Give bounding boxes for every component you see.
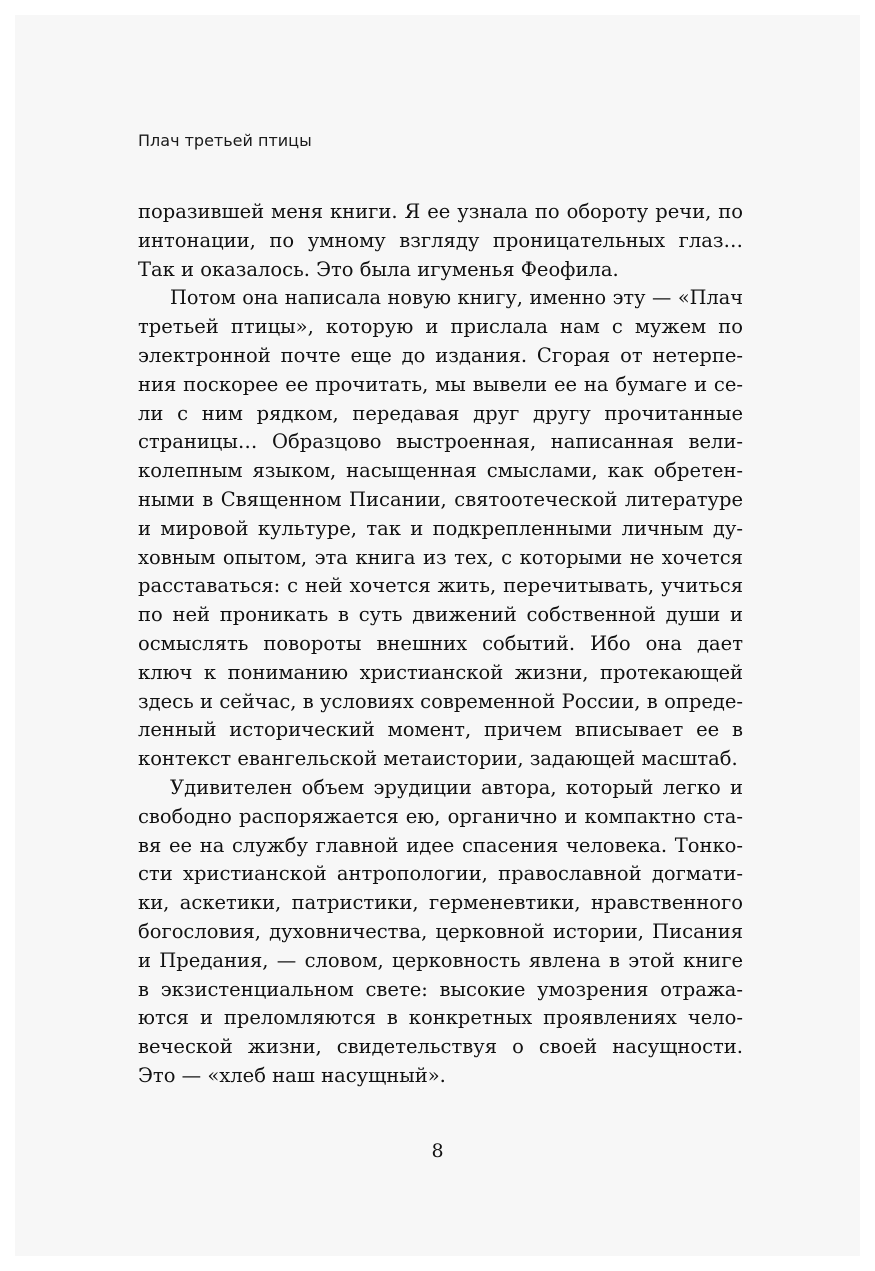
- text-line: колепным языком, насыщенная смыслами, как обретен-: [138, 459, 743, 483]
- body-text: [138, 198, 743, 1091]
- text-line: Это — «хлеб наш насущный».: [138, 1063, 446, 1087]
- text-line: интонации, по умному взгляду проницательных глаз…: [138, 228, 743, 252]
- text-line: по ней проникать в суть движений собственной души и: [138, 603, 743, 627]
- text-line: ленный исторический момент, причем вписывает ее в: [138, 718, 743, 742]
- text-line: и Предания, — словом, церковность явлена в этой книге: [138, 948, 743, 972]
- text-line: здесь и сейчас, в условиях современной России, в опреде-: [138, 689, 743, 713]
- text-line: третьей птицы», которую и прислала нам с мужем по: [138, 315, 743, 339]
- text-line: богословия, духовничества, церковной истории, Писания: [138, 919, 743, 943]
- text-line: ния поскорее ее прочитать, мы вывели ее на бумаге и се-: [138, 372, 743, 396]
- text-line: сти христианской антропологии, православной догмати-: [138, 862, 743, 886]
- text-line: контекст евангельской метаистории, задающей масштаб.: [138, 747, 738, 771]
- text-line: и мировой культуре, так и подкрепленными личным ду-: [138, 516, 743, 540]
- text-line: вя ее на службу главной идее спасения человека. Тонко-: [138, 833, 743, 857]
- text-line: электронной почте еще до издания. Сгорая от нетерпе-: [138, 343, 743, 367]
- text-line: ховным опытом, эта книга из тех, с которыми не хочется: [138, 545, 743, 569]
- text-line: ются и преломляются в конкретных проявлениях чело-: [138, 1006, 743, 1030]
- text-line: ными в Священном Писании, святоотеческой литературе: [138, 487, 743, 511]
- text-line: ключ к пониманию христианской жизни, протекающей: [138, 660, 743, 684]
- paragraph-first-line: Удивителен объем эрудиции автора, который легко и: [170, 775, 743, 799]
- text-line: в экзистенциальном свете: высокие умозрения отража-: [138, 977, 743, 1001]
- text-line: страницы… Образцово выстроенная, написанная вели-: [138, 430, 743, 454]
- text-line: осмыслять повороты внешних событий. Ибо она дает: [138, 631, 743, 655]
- text-line: Так и оказалось. Это была игуменья Феофила.: [138, 257, 619, 281]
- text-line: поразившей меня книги. Я ее узнала по обороту речи, по: [138, 200, 743, 223]
- text-line: свободно распоряжается ею, органично и компактно ста-: [138, 804, 743, 828]
- running-head: Плач третьей птицы: [138, 131, 312, 150]
- paragraph-first-line: Потом она написала новую книгу, именно эту — «Плач: [170, 286, 743, 310]
- page-number: 8: [431, 1140, 444, 1162]
- text-line: расставаться: с ней хочется жить, перечитывать, учиться: [138, 574, 743, 598]
- text-line: ли с ним рядком, передавая друг другу прочитанные: [138, 401, 743, 425]
- text-line: веческой жизни, свидетельствуя о своей насущности.: [138, 1035, 743, 1059]
- text-line: ки, аскетики, патристики, герменевтики, нравственного: [138, 891, 743, 915]
